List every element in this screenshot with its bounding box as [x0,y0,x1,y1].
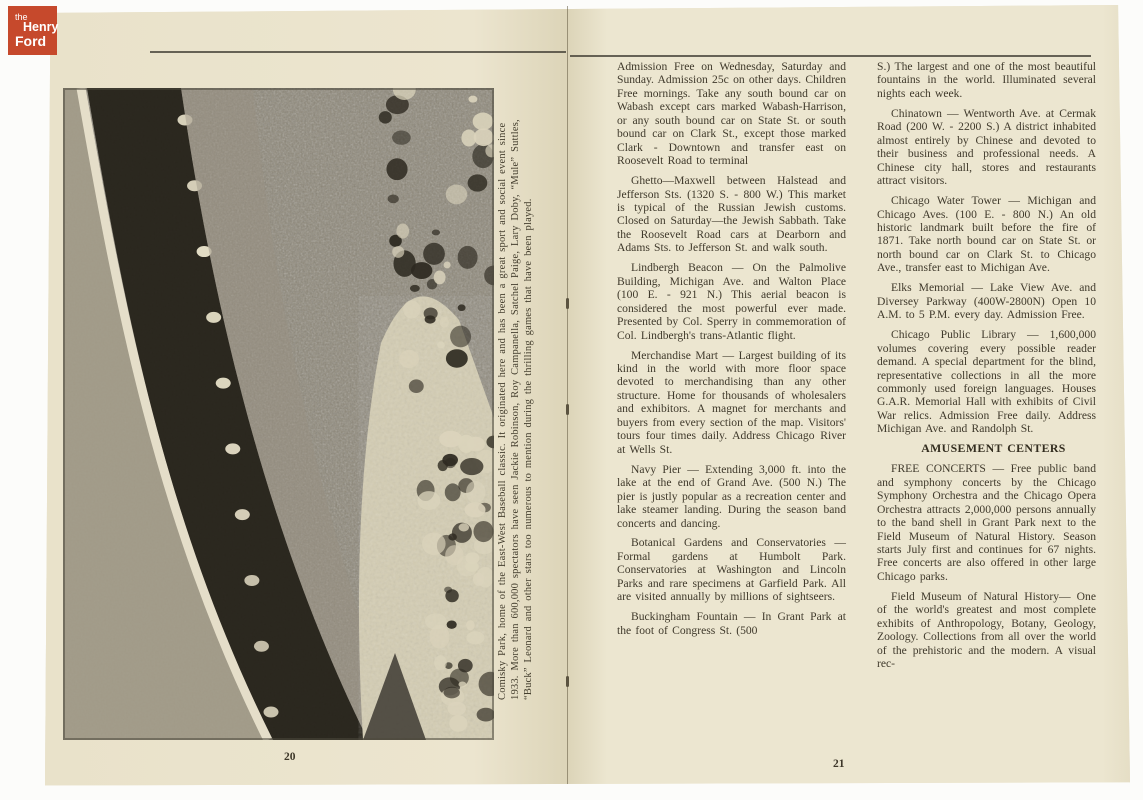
binding-stitch [566,404,569,415]
logo-word-henry: Henry [23,20,59,34]
paragraph-admission: Admission Free on Wednesday, Saturday and Sunday. Admission 25c on other days. Children Free mornings. Take any south bound car on Wabash except cars marked Wabash-Harrison, or any south bound car on State St. or south bound car on Clark St., except those marked Clark - Downtown and transfer east on Roosevelt Road to terminal [617,60,846,168]
page-number-20: 20 [284,751,296,763]
paragraph-free-concerts: FREE CONCERTS — Free public band and symphony concerts by the Chicago Symphony Orchestra and the Chicago Opera Orchestra attracts 2,000,000 persons annually to the band shell in Grant Park next to the Field Museum of Natural History. Season starts July first and continues for 67 nights. Free concerts are also offered in other large Chicago parks. [877,462,1096,583]
page-number-21: 21 [833,758,845,770]
section-heading-amusement-centers: AMUSEMENT CENTERS [921,441,1066,456]
paragraph-lindbergh-beacon: Lindbergh Beacon — On the Palmolive Building, Michigan Ave. and Walton Place (100 E. - 921 N.) This aerial beacon is considered the most powerful ever made. Presented by Col. Sperry in commemoration of Col. Lindbergh's trans-Atlantic flight. [617,261,846,342]
photo-caption: Comisky Park, home of the East-West Baseball classic. It originated here and has been a great sport and social event since 1933. More than 600,000 spectators have seen Jackie Robinson, Roy Campanella, Satchel Paige, Lary Doby, “Mule” Suttles, “Buck” Leonard and other stars too numerous to mention during the thrilling games that have been played. [497,119,534,700]
logo-word-the: the [15,12,28,22]
henry-ford-logo [8,6,57,55]
paragraph-chicago-public-library: Chicago Public Library — 1,600,000 volumes covering every possible reader demand. A special department for the blind, representative collections in all the more commonly used foreign languages. Houses G.A.R. Memorial Hall with exhibits of Civil War relics. Admission Free daily. Address Michigan Ave. and Randolph St. [877,328,1096,436]
paragraph-elks-memorial: Elks Memorial — Lake View Ave. and Diversey Parkway (400W-2800N) Open 10 A.M. to 5 P.M. every day. Admission Free. [877,281,1096,322]
paragraph-fountain-continued: S.) The largest and one of the most beautiful fountains in the world. Illuminated several nights each week. [877,60,1096,100]
paragraph-chinatown: Chinatown — Wentworth Ave. at Cermak Road (200 W. - 2200 S.) A district inhabited almost entirely by Chinese and devoted to their business and professional needs. A Chinese city hall, stores and restaurants attract visitors. [877,106,1096,188]
right-page-column-1 [617,60,846,644]
paragraph-navy-pier: Navy Pier — Extending 3,000 ft. into the lake at the end of Grand Ave. (500 N.) The pier is justly popular as a recreation center and lake steamer landing. During the season band concerts and dancing. [617,462,846,530]
binding-stitch [566,298,569,309]
paragraph-merchandise-mart: Merchandise Mart — Largest building of its kind in the world with more floor space devoted to merchandising than any other structure. Home for thousands of wholesalers and exhibitors. A magnet for merchants and buyers from every section of the map. Visitors' tours four times daily. Address Chicago River at Wells St. [617,348,846,456]
binding-gutter [567,6,568,784]
logo-word-ford: Ford [15,33,47,49]
page-top-edge-right [570,55,1091,57]
stadium-photo [63,88,494,740]
paragraph-ghetto: Ghetto—Maxwell between Halstead and Jefferson Sts. (1320 S. - 800 W.) This market is typical of the Russian Jewish customs. Closed on Saturday—the Jewish Sabbath. Take the Roosevelt Road cars at Dearborn and Adams Sts. to Jefferson St. and walk south. [617,174,846,255]
page-top-edge-left [150,51,566,53]
paragraph-field-museum: Field Museum of Natural History— One of the world's greatest and most complete exhibits of Anthropology, Botany, Geology, Zoology. Collections from all over the world of the prehistoric and the modern. A visual rec- [877,589,1096,671]
stadium-photo-illustration [63,88,494,740]
paragraph-botanical-gardens: Botanical Gardens and Conservatories — Formal gardens at Humbolt Park. Conservatories at Washington and Lincoln Parks and rare specimens at Garfield Park. All are visited annually by millions of sightseers. [617,536,846,604]
binding-stitch [566,676,569,687]
paragraph-chicago-water-tower: Chicago Water Tower — Michigan and Chicago Aves. (100 E. - 800 N.) An old historic landmark built before the fire of 1871. Take north bound car on State St. or north bound car on Clark St. to Chicago Ave., transfer east to Michigan Ave. [877,194,1096,275]
right-page-column-2 [877,60,1096,677]
paragraph-buckingham-fountain: Buckingham Fountain — In Grant Park at the foot of Congress St. (500 [617,610,846,637]
